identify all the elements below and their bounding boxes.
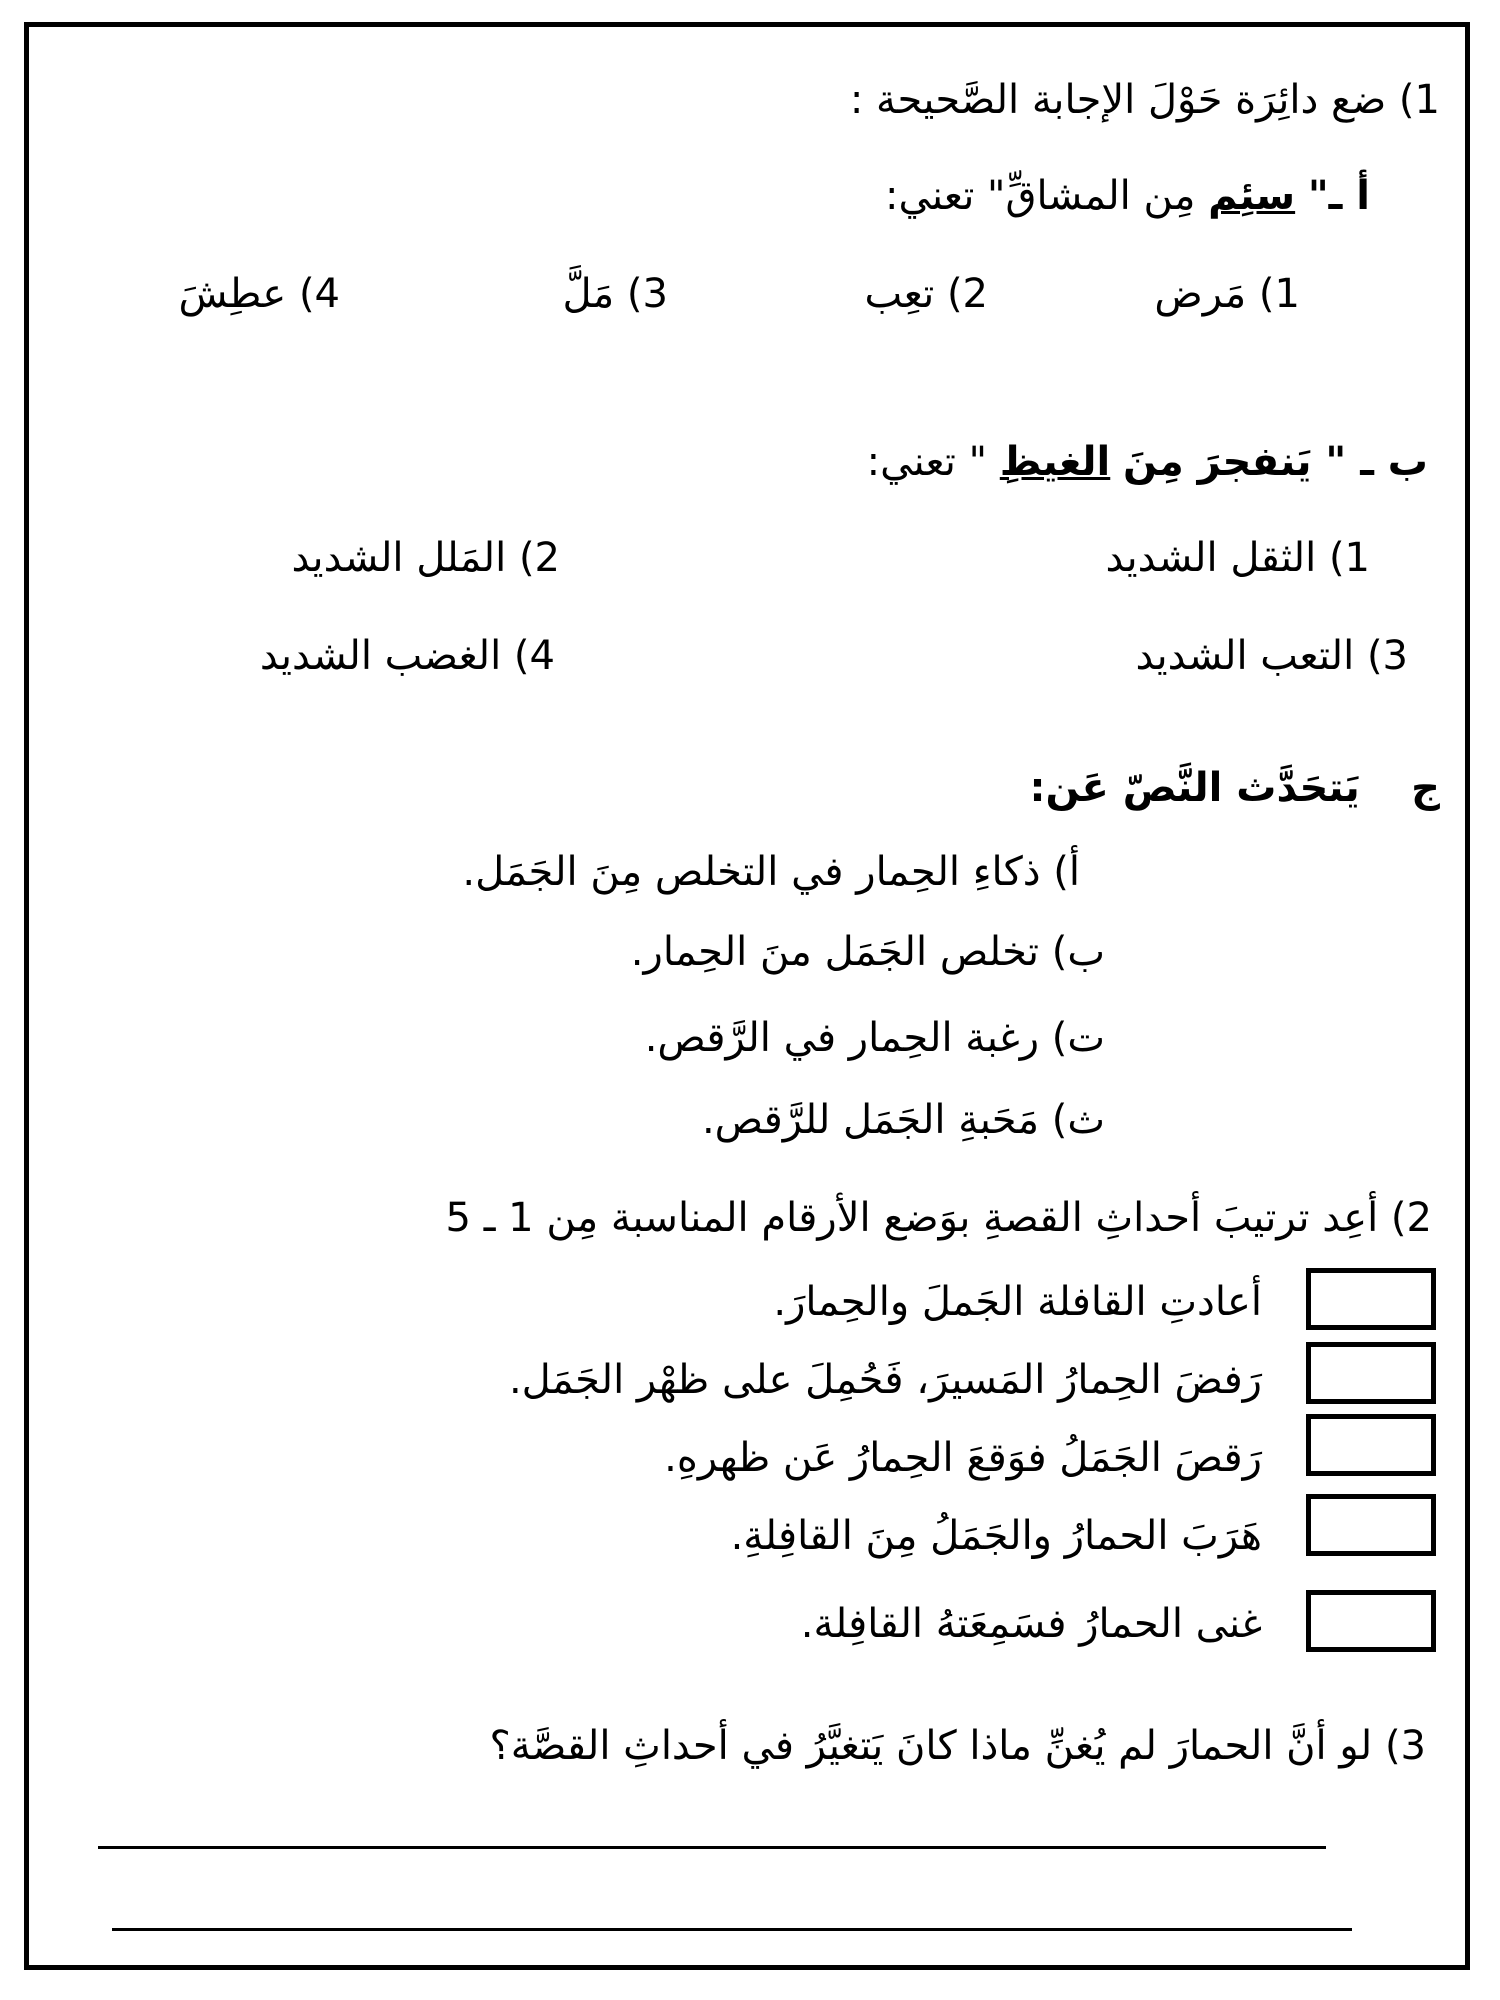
q1-instruction: 1) ضع دائِرَة حَوْلَ الإجابة الصَّحيحة :: [849, 77, 1440, 123]
q1b-question: [866, 439, 1428, 485]
q1c-option-1[interactable]: أ) ذكاءِ الحِمار في التخلص مِنَ الجَمَل.: [462, 849, 1080, 895]
q1a-option-2[interactable]: 2) تعِب: [864, 271, 988, 317]
q2-instruction: 2) أعِد ترتيبَ أحداثِ القصةِ بوَضع الأرقام المناسبة مِن 1 ـ 5: [445, 1195, 1432, 1241]
q1b-option-1[interactable]: 1) الثقل الشديد: [1105, 535, 1370, 581]
answer-line-1[interactable]: [98, 1846, 1326, 1849]
q1c-question: [1029, 765, 1440, 811]
order-box-5[interactable]: [1306, 1590, 1436, 1652]
q2-event-4: هَرَبَ الحمارُ والجَمَلُ مِنَ القافِلةِ.: [730, 1513, 1262, 1559]
q1b-option-3[interactable]: 3) التعب الشديد: [1135, 633, 1408, 679]
q1a-question: [885, 173, 1370, 219]
order-box-3[interactable]: [1306, 1414, 1436, 1476]
answer-line-2[interactable]: [112, 1928, 1352, 1931]
q1a-option-3[interactable]: 3) مَلَّ: [562, 271, 668, 317]
q1c-option-4[interactable]: ث) مَحَبةِ الجَمَل للرَّقص.: [701, 1097, 1105, 1143]
q1a-keyword: سئِم: [1208, 173, 1296, 219]
q1a-suffix: مِن المشاقِّ" تعني:: [885, 173, 1196, 219]
q1a-prefix: أ ـ": [1307, 173, 1370, 219]
q1c-option-2[interactable]: ب) تخلص الجَمَل منَ الحِمار.: [630, 929, 1105, 975]
q1c-label: ج: [1411, 765, 1440, 811]
q2-event-1: أعادتِ القافلة الجَملَ والحِمارَ.: [773, 1279, 1262, 1325]
q1b-keyword: الغيظِ: [999, 439, 1111, 485]
q1c-text: يَتحَدَّث النَّصّ عَن:: [1029, 765, 1360, 811]
q1b-suffix: " تعني:: [866, 439, 988, 485]
q1b-option-4[interactable]: 4) الغضب الشديد: [259, 633, 555, 679]
q1b-prefix: ب ـ " يَنفجرَ مِنَ: [1122, 439, 1428, 485]
q1a-option-1[interactable]: 1) مَرض: [1154, 271, 1300, 317]
order-box-2[interactable]: [1306, 1342, 1436, 1404]
order-box-1[interactable]: [1306, 1268, 1436, 1330]
q1a-option-4[interactable]: 4) عطِشَ: [178, 271, 340, 317]
order-box-4[interactable]: [1306, 1494, 1436, 1556]
q2-event-2: رَفضَ الحِمارُ المَسيرَ، فَحُمِلَ على ظهْر الجَمَل.: [508, 1357, 1262, 1403]
q2-event-3: رَقصَ الجَمَلُ فوَقعَ الحِمارُ عَن ظهرهِ.: [664, 1435, 1262, 1481]
q3-question: 3) لو أنَّ الحمارَ لم يُغنِّ ماذا كانَ يَتغيَّرُ في أحداثِ القصَّة؟: [489, 1723, 1426, 1769]
q2-event-5: غنى الحمارُ فسَمِعَتهُ القافِلة.: [800, 1601, 1262, 1647]
q1c-option-3[interactable]: ت) رغبة الحِمار في الرَّقص.: [644, 1015, 1105, 1061]
q1b-option-2[interactable]: 2) المَلل الشديد: [291, 535, 560, 581]
